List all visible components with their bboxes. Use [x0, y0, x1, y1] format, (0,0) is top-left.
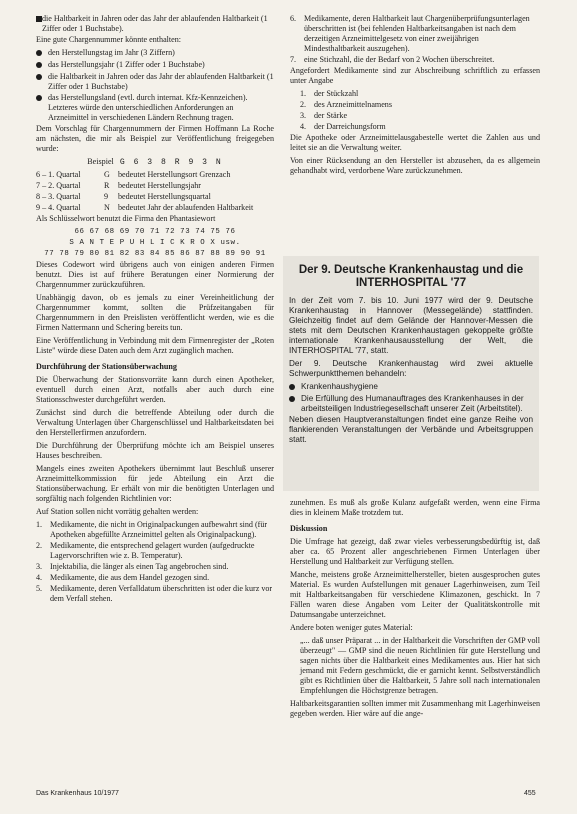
table-row: 9 – 4. Quartal N bedeutet Jahr der ablaufenden Haltbarkeit: [36, 203, 254, 212]
table-row: 7 – 2. Quartal R bedeutet Herstellungsjahr: [36, 181, 201, 190]
example-line: Beispiel G 6 3 8 R 9 3 N: [87, 157, 223, 167]
not-list: [36, 520, 274, 604]
para-code-1: Dieses Codewort wird übrigens auch von einigen anderen Firmen benutzt. Dies ist auf frühere Beratungen einer Normierung der Chargennummer zurückzuführen.: [36, 260, 274, 289]
para-code-2: Unabhängig davon, ob es jemals zu einer Vereinheitlichung der Chargennummer kommt, sollten die Prüfzeitangaben für Chargennummern in den Preislisten veröffentlicht werden, wie es die Firmen Nattermann und Schering bereits tun.: [36, 293, 274, 332]
para-station-1: Die Überwachung der Stationsvorräte kann durch einen Apotheker, eventuell durch einen Arzt, notfalls aber auch durch eine Stationsschwester durchgeführt werden.: [36, 375, 274, 404]
para-disk-4: Haltbarkeitsgarantien sollten immer mit Zusammenhang mit Lagerhinweisen gegeben werden. Hier wäre auf die ange-: [290, 699, 540, 718]
para-disk-3: Andere boten weniger gutes Material:: [290, 623, 413, 632]
para-example: Dem Vorschlag für Chargennummern der Firmen Hoffmann La Roche am nächsten, die mir als Beispiel zur Veröffentlichung freigegeben wurde:: [36, 124, 274, 153]
bullet-icon: [36, 60, 48, 71]
list-item: 2. Medikamente, die entsprechend gelagert wurden (aufgedruckte Lagervorschriften wie z. B. Temperatur).: [36, 541, 255, 560]
box-para-1: In der Zeit vom 7. bis 10. Juni 1977 wird der 9. Deutsche Krankenhaustag in Hannover (Messegelände) stattfinden. Gleichzeitig findet auf dem Gelände der Hannover-Messen die stets mit dem Deutschen Krankenhaustagen gekoppelte größte internationale Krankenhausausstellung der Welt, die INTERHOSPITAL '77, statt.: [289, 296, 533, 355]
para-disk-2: Manche, meistens große Arzneimittelhersteller, bieten ausgesprochen gutes Material. Es wurden Aufstellungen mit genauer Lagerhinweisen, zum Teil mit Haltbarkeitsangaben für verschiedene Klimazonen, geschickt. In 7 Fällen waren diese Angaben vom Leiter der Qualitätskontrolle mit Datumsangabe unterzeichnet.: [290, 570, 540, 619]
list-item: 1. der Stückzahl: [300, 89, 359, 98]
list-item: 3. Injektabilia, die länger als einen Tag angebrochen sind.: [36, 562, 229, 571]
bullet-icon: [289, 394, 301, 414]
footer-journal: Das Krankenhaus 10/1977: [36, 790, 119, 797]
list-item: Die Erfüllung des Humanauftrages des Krankenhauses in der arbeitsteiligen Industriegesellschaft unserer Zeit (Arbeitstitel).: [289, 394, 533, 414]
page-number: 455: [524, 790, 536, 797]
para-station-4: Mangels eines zweiten Apothekers übernimmt laut Beschluß unserer Arzneimittelkommission für jede Abteilung ein Arzt die Stationsüberwachung. Er erhält von mir die benötigten Unterlagen und sorgfältig nach folgenden Richtlinien vor:: [36, 464, 274, 503]
para-disk-1: Die Umfrage hat gezeigt, daß zwar vieles verbesserungsbedürftig ist, daß aber ca. 65 Prozent aller angeschriebenen Firmen Unterlagen über Herstellung und Haltbarkeit zur Verfügung stellen.: [290, 537, 540, 566]
list-item: 7. eine Stichzahl, die der Bedarf von 2 Wochen überschreitet.: [290, 55, 495, 64]
sub-list: [290, 89, 540, 132]
list-item: 2. des Arzneimittelnamens: [300, 100, 392, 109]
para-charge: Eine gute Chargennummer könnte enthalten:: [36, 35, 182, 44]
para-right-2: Die Apotheke oder Arzneimittelausgabestelle wertet die Zahlen aus und leitet sie an die Verwaltung weiter.: [290, 133, 540, 152]
para-right-1: Angefordert Medikamente sind zur Abschreibung schriftlich zu erfassen unter Angabe: [290, 66, 540, 85]
bullet-icon: [36, 93, 48, 123]
heading-station: Durchführung der Stationsüberwachung: [36, 362, 177, 371]
box-para-3: Neben diesen Hauptveranstaltungen findet eine ganze Reihe von flankierenden Veranstaltungen der Verbände und Arbeitsgruppen statt.: [289, 415, 533, 444]
para-station-2: Zunächst sind durch die betreffende Abteilung oder durch die Verwaltung Unterlagen über Chargenschlüssel und Haltbarkeitsdaten bei den Herstellerfirmen anzufordern.: [36, 408, 274, 437]
para-station-3: Die Durchführung der Überprüfung möchte ich am Beispiel unseres Hauses beschreiben.: [36, 441, 274, 460]
list-item: die Haltbarkeit in Jahren oder das Jahr der ablaufenden Haltbarkeit (1 Ziffer oder 1 Buchstabe): [36, 72, 274, 92]
bullet-icon: [289, 382, 301, 393]
list-item: das Herstellungsland (evtl. durch internat. Kfz-Kennzeichen). Letzteres würde den unterschiedlichen Anforderungen an Arzneimittel in verschiedenen Ländern Rechnung tragen.: [36, 93, 274, 123]
code-letters: S A N T E P U H L I C K R O X usw.: [69, 239, 241, 247]
para-key: Als Schlüsselwort benutzt die Firma den Phantasiewort: [36, 214, 216, 223]
left-column: [36, 14, 274, 605]
bullet-icon: [36, 48, 48, 59]
list-item: 1. Medikamente, die nicht in Originalpackungen aufbewahrt sind (für Apotheken abgefüllte Arzneimittel gelten als Originalpackung).: [36, 520, 268, 539]
example-code: G 6 3 8 R 9 3 N: [119, 158, 223, 167]
list-item: das Herstellungsjahr (1 Ziffer oder 1 Buchstabe): [36, 60, 274, 71]
key-table: [36, 170, 274, 213]
code-numbers-2: 77 78 79 80 81 82 83 84 85 86 87 88 89 90 91: [44, 250, 266, 258]
intro-bullet: die Haltbarkeit in Jahren oder das Jahr der ablaufenden Haltbarkeit (1 Ziffer oder 1 Buchstabe).: [36, 14, 274, 34]
para-right-4: zunehmen. Es muß als große Kulanz aufgefaßt werden, wenn eine Firma dies in kleinem Maße trotzdem tut.: [290, 498, 540, 517]
box-title: Der 9. Deutsche Krankenhaustag und die INTERHOSPITAL '77: [298, 264, 524, 289]
code-numbers-1: 66 67 68 69 70 71 72 73 74 75 76: [74, 228, 236, 236]
table-row: 8 – 3. Quartal 9 bedeutet Herstellungsquartal: [36, 192, 211, 201]
announcement-box: [283, 256, 539, 491]
para-right-3: Von einer Rücksendung an den Hersteller ist abzusehen, da es allgemein gehandhabt wird, verdorbene Ware zurückzunehmen.: [290, 156, 540, 175]
heading-diskussion: Diskussion: [290, 524, 328, 533]
para-station-5: Auf Station sollen nicht vorrätig gehalten werden:: [36, 507, 199, 516]
list-item: 3. der Stärke: [300, 111, 348, 120]
list-item: Krankenhaushygiene: [289, 382, 533, 393]
list-item: 4. Medikamente, die aus dem Handel gezogen sind.: [36, 573, 210, 582]
right-column-top: [290, 14, 540, 179]
quote: „... daß unser Präparat ... in der Haltbarkeit die Vorschriften der GMP voll überzeugt" — GMP sind die neuen Richtlinien für gute Herstellung und sagen nichts über die Haltbarkeit eines Medikamentes aus. Hier hat sich jemand mit Federn geschmückt, die er garnicht kennt. Selbstverständlich gibt es Richtlinien über die Haltbarkeit, 5 Jahre soll nach internationalen Empfehlungen die Höchstgrenze betragen.: [300, 636, 540, 695]
table-row: 6 – 1. Quartal G bedeutet Herstellungsort Grenzach: [36, 170, 231, 179]
list-item: 4. der Darreichungsform: [300, 122, 386, 131]
charge-list: [36, 48, 274, 123]
list-item: den Herstellungstag im Jahr (3 Ziffern): [36, 48, 274, 59]
box-para-2: Der 9. Deutsche Krankenhaustag wird zwei aktuelle Schwerpunktthemen behandeln:: [289, 359, 533, 378]
bullet-icon: [36, 72, 48, 92]
list-item: 5. Medikamente, deren Verfalldatum überschritten ist oder die kurz vor dem Verfall stehen.: [36, 584, 273, 603]
list-item: 6. Medikamente, deren Haltbarkeit laut Chargenüberprüfungsunterlagen überschritten ist (bei fehlenden Haltbarkeitsangaben ist nach dem derzeitigen Arzneimittelgesetz von einer zweijährigen Mindesthaltbarkeit auszugehen).: [290, 14, 530, 53]
para-code-3: Eine Veröffentlichung in Verbindung mit dem Firmenregister der „Roten Liste" würde diese Daten auch dem Arzt zugänglich machen.: [36, 336, 274, 355]
right-column-bottom: [290, 498, 540, 722]
